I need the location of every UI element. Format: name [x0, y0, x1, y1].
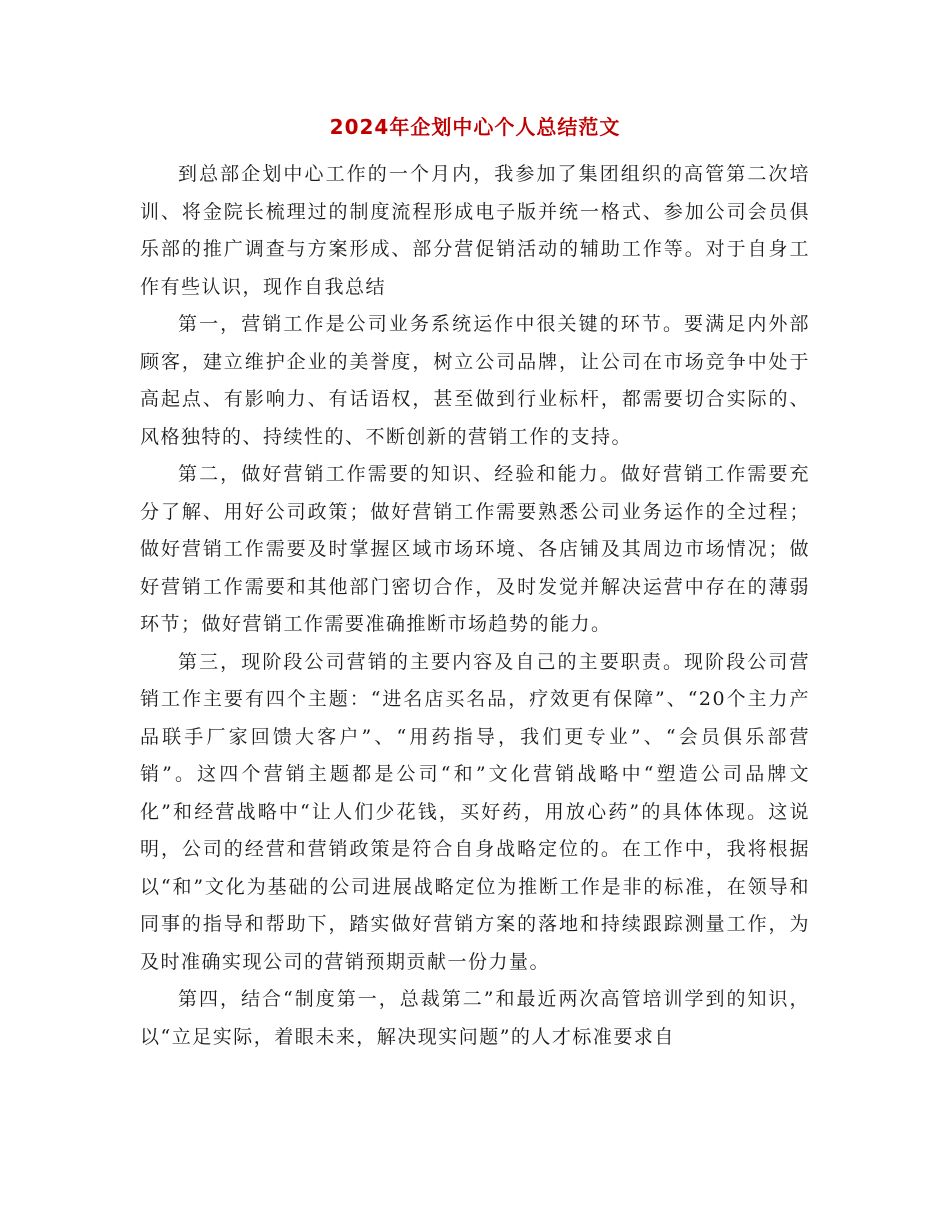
paragraph-point-two: 第二，做好营销工作需要的知识、经验和能力。做好营销工作需要充分了解、用好公司政策；做好营销工作需要熟悉公司业务运作的全过程；做好营销工作需要及时掌握区域市场环境、各店铺及其周边市场情况；做好营销工作需要和其他部门密切合作，及时发觉并解决运营中存在的薄弱环节；做好营销工作需要准确推断市场趋势的能力。: [140, 463, 810, 635]
paragraph-point-four: 第四，结合“制度第一，总裁第二”和最近两次高管培训学到的知识，以“立足实际，着眼未来，解决现实问题”的人才标准要求自: [140, 988, 810, 1048]
paragraph-point-one: 第一，营销工作是公司业务系统运作中很关键的环节。要满足内外部顾客，建立维护企业的美誉度，树立公司品牌，让公司在市场竞争中处于高起点、有影响力、有话语权，甚至做到行业标杆，都需要切合实际的、风格独特的、持续性的、不断创新的营销工作的支持。: [140, 313, 810, 448]
paragraph-intro: 到总部企划中心工作的一个月内，我参加了集团组织的高管第二次培训、将金院长梳理过的制度流程形成电子版并统一格式、参加公司会员俱乐部的推广调查与方案形成、部分营促销活动的辅助工作等。对于自身工作有些认识，现作自我总结: [140, 163, 810, 298]
document-title: 2024年企划中心个人总结范文: [329, 115, 621, 139]
paragraph-point-three: 第三，现阶段公司营销的主要内容及自己的主要职责。现阶段公司营销工作主要有四个主题：“进名店买名品，疗效更有保障”、“20个主力产品联手厂家回馈大客户”、“用药指导，我们更专业”、“会员俱乐部营销”。这四个营销主题都是公司“和”文化营销战略中“塑造公司品牌文化”和经营战略中“让人们少花钱，买好药，用放心药”的具体体现。这说明，公司的经营和营销政策是符合自身战略定位的。在工作中，我将根据以“和”文化为基础的公司进展战略定位为推断工作是非的标准，在领导和同事的指导和帮助下，踏实做好营销方案的落地和持续跟踪测量工作，为及时准确实现公司的营销预期贡献一份力量。: [140, 650, 810, 973]
